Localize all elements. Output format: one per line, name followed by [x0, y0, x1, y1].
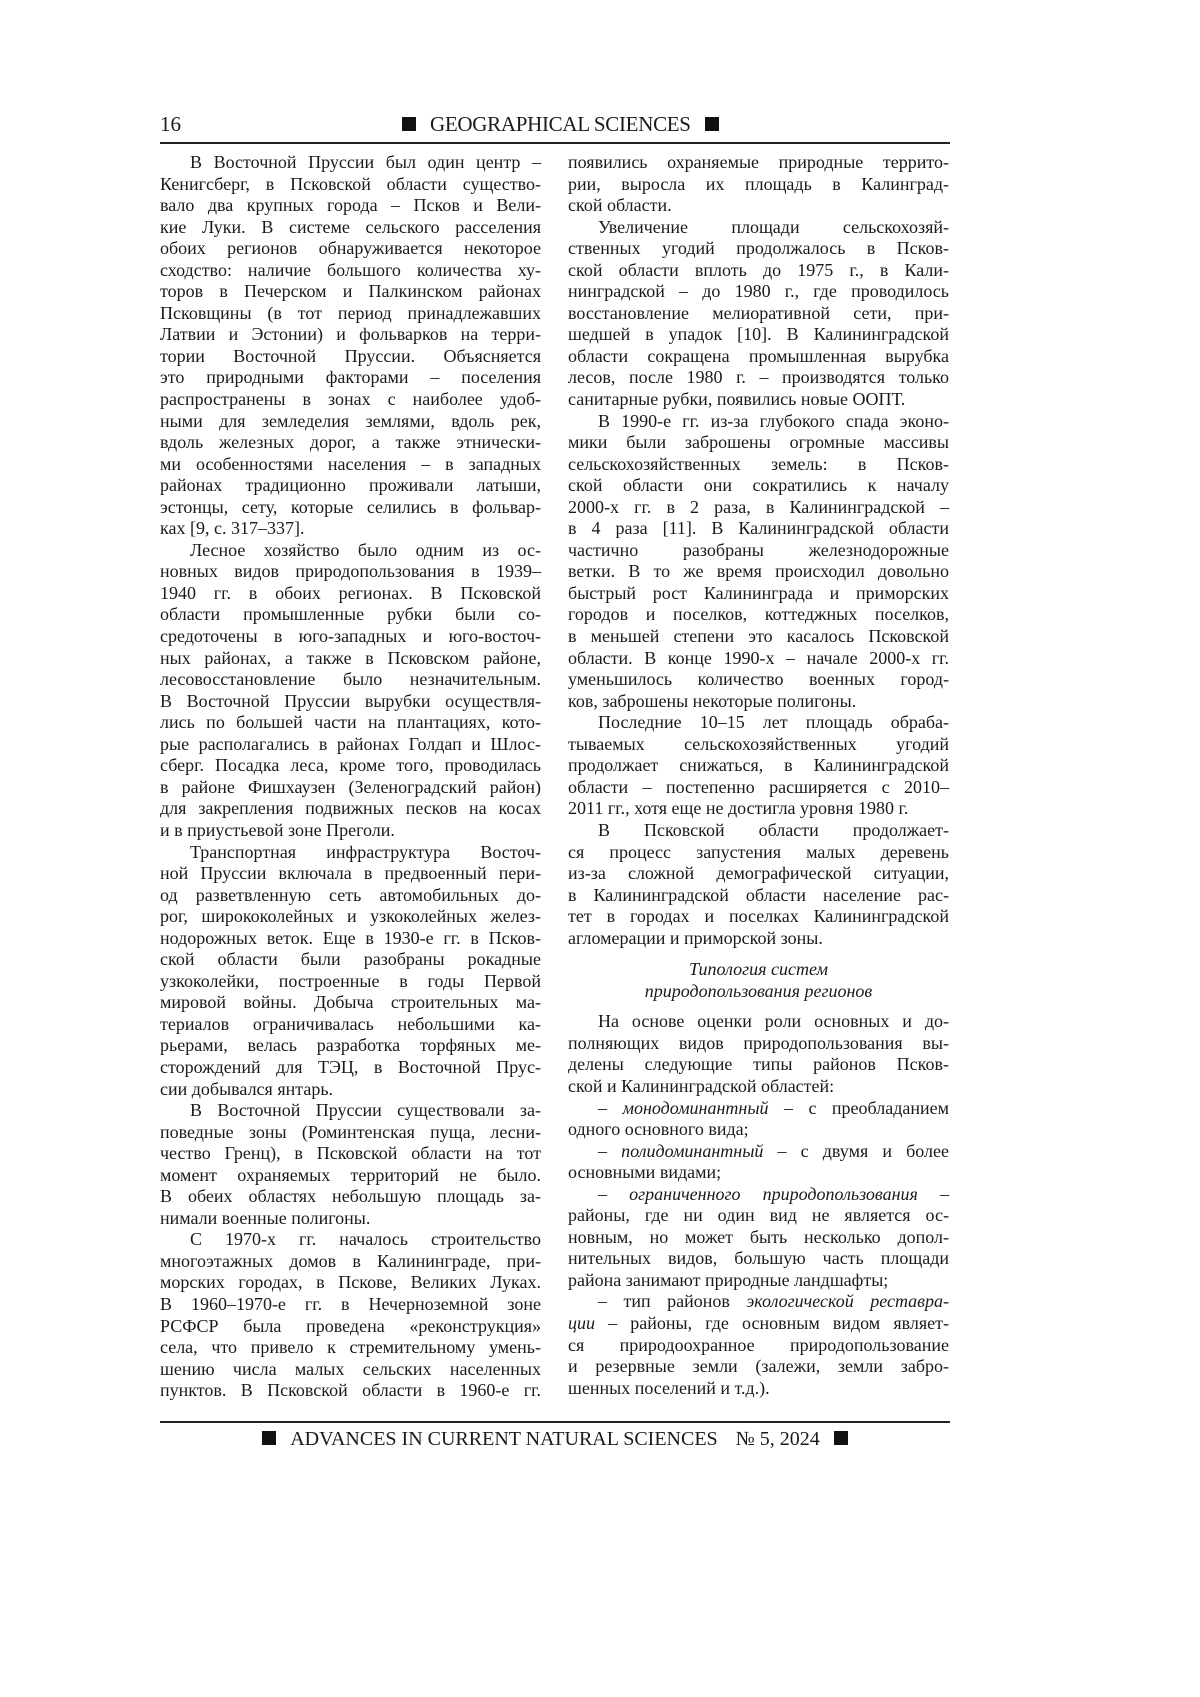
text-line: РСФСР была проведена «реконструкция»	[160, 1316, 541, 1338]
text-line: сторождений для ТЭЦ, в Восточной Прус-	[160, 1057, 541, 1079]
text-line: рог, ширококолейных и узкоколейных желез-	[160, 906, 541, 928]
text-segment: – с преобладанием	[769, 1098, 949, 1118]
text-line: лесов, после 1980 г. – производятся только	[568, 367, 949, 389]
text-line: лесовосстановление было незначительным.	[160, 669, 541, 691]
text-line: района занимают природные ландшафты;	[568, 1270, 949, 1292]
page-number: 16	[160, 112, 181, 137]
text-line: рии, выросла их площадь в Калинград-	[568, 174, 949, 196]
text-segment: –	[918, 1184, 949, 1204]
header-rule	[160, 142, 950, 144]
text-line: тываемых сельскохозяйственных угодий	[568, 734, 949, 756]
text-line: нодорожных веток. Еще в 1930-е гг. в Псков-	[160, 928, 541, 950]
text-line: В Восточной Пруссии вырубки осуществля-	[160, 691, 541, 713]
text-line: восстановление мелиоративной сети, при-	[568, 303, 949, 325]
text-line: поведные зоны (Роминтенская пуща, лесни-	[160, 1122, 541, 1144]
text-line: В 1960–1970-е гг. в Нечерноземной зоне	[160, 1294, 541, 1316]
text-line: лись по большей части на плантациях, кото-	[160, 712, 541, 734]
text-line: районы, где ни один вид не является ос-	[568, 1205, 949, 1227]
text-line: рые располагались в районах Голдап и Шлос-	[160, 734, 541, 756]
paragraph	[160, 842, 541, 1101]
text-line: полняющих видов природопользования вы-	[568, 1033, 949, 1055]
paragraph	[568, 217, 949, 411]
text-line: 2000-х гг. в 2 раза, в Калининградской –	[568, 497, 949, 519]
text-line: ми особенностями населения – в западных	[160, 454, 541, 476]
journal-name: ADVANCES IN CURRENT NATURAL SCIENCES	[290, 1428, 717, 1450]
paragraph	[568, 1184, 949, 1292]
text-line: ской области.	[568, 195, 949, 217]
text-line: ной Пруссии включала в предвоенный пери-	[160, 863, 541, 885]
text-line: нимали военные полигоны.	[160, 1208, 541, 1230]
paragraph	[160, 1229, 541, 1401]
text-line: ственных угодий продолжалось в Псков-	[568, 238, 949, 260]
text-line: 2011 гг., хотя еще не достигла уровня 1980 г.	[568, 798, 949, 820]
text-line: села, что привело к стремительному умень-	[160, 1337, 541, 1359]
footer-rule	[160, 1421, 950, 1423]
italic-term: полидоминантный	[621, 1141, 763, 1161]
text-line: районах традиционно проживали латыши,	[160, 475, 541, 497]
text-line: морских городах, в Пскове, Великих Луках.	[160, 1272, 541, 1294]
text-line: уменьшилось количество военных город-	[568, 669, 949, 691]
text-line: тет в городах и поселках Калининградской	[568, 906, 949, 928]
text-line: сельскохозяйственных земель: в Псков-	[568, 454, 949, 476]
text-line: новных видов природопользования в 1939–	[160, 561, 541, 583]
text-line: обоих регионов обнаруживается некоторое	[160, 238, 541, 260]
paragraph	[568, 152, 949, 217]
text-line: ветки. В то же время происходил довольно	[568, 561, 949, 583]
text-line: ся природоохранное природопользование	[568, 1335, 949, 1357]
running-header	[160, 112, 950, 142]
section-title: GEOGRAPHICAL SCIENCES	[430, 112, 691, 136]
text-line: пунктов. В Псковской области в 1960-е гг.	[160, 1380, 541, 1402]
paragraph	[568, 712, 949, 820]
text-line: В Псковской области продолжает-	[568, 820, 949, 842]
section-title-wrap	[388, 112, 733, 137]
text-line: ках [9, с. 317–337].	[160, 518, 541, 540]
text-line: основными видами;	[568, 1162, 949, 1184]
text-line: Увеличение площади сельскохозяй-	[568, 217, 949, 239]
paragraph	[160, 152, 541, 540]
text-line: продолжает снижаться, в Калининградской	[568, 755, 949, 777]
text-line: рьерами, велась разработка торфяных ме-	[160, 1035, 541, 1057]
text-line: мировой войны. Добыча строительных ма-	[160, 992, 541, 1014]
text-line	[568, 1313, 949, 1335]
text-line: быстрый рост Калининграда и приморских	[568, 583, 949, 605]
text-line: и в приустьевой зоне Преголи.	[160, 820, 541, 842]
text-line: сходство: наличие большого количества ху-	[160, 260, 541, 282]
text-line: Транспортная инфраструктура Восточ-	[160, 842, 541, 864]
text-segment: –	[598, 1098, 622, 1118]
italic-term: ограниченного природопользования	[629, 1184, 918, 1204]
text-line: из-за сложной демографической ситуации,	[568, 863, 949, 885]
text-line: тории Восточной Пруссии. Объясняется	[160, 346, 541, 368]
italic-term: монодоминантный	[622, 1098, 768, 1118]
text-segment: –	[598, 1184, 629, 1204]
square-bullet-icon	[705, 117, 719, 131]
text-line: в Калининградской области население рас-	[568, 885, 949, 907]
text-line	[568, 1098, 949, 1120]
text-line: эстонцы, сету, которые селились в фольвар-	[160, 497, 541, 519]
text-line: санитарные рубки, появились новые ООПТ.	[568, 389, 949, 411]
text-line: Псковщины (в тот период принадлежавших	[160, 303, 541, 325]
text-line: В Восточной Пруссии существовали за-	[160, 1100, 541, 1122]
text-line: В 1990-е гг. из-за глубокого спада эконо-	[568, 411, 949, 433]
text-line: ных районах, а также в Псковском районе,	[160, 648, 541, 670]
paragraph	[568, 1141, 949, 1184]
square-bullet-icon	[402, 117, 416, 131]
italic-term: ции	[568, 1313, 595, 1333]
text-line: териалов ограничивалась небольшими ка-	[160, 1014, 541, 1036]
text-line: В Восточной Пруссии был один центр –	[160, 152, 541, 174]
text-line: сберг. Посадка леса, кроме того, проводилась	[160, 755, 541, 777]
text-line: делены следующие типы районов Псков-	[568, 1054, 949, 1076]
text-line: сии добывался янтарь.	[160, 1079, 541, 1101]
text-line: ков, заброшены некоторые полигоны.	[568, 691, 949, 713]
text-line: од разветвленную сеть автомобильных до-	[160, 885, 541, 907]
text-line: области. В конце 1990-х – начале 2000-х гг.	[568, 648, 949, 670]
text-line: мики были заброшены огромные массивы	[568, 432, 949, 454]
paragraph	[568, 820, 949, 949]
text-line: в районе Фишхаузен (Зеленоградский район)	[160, 777, 541, 799]
text-line: ской области были разобраны рокадные	[160, 949, 541, 971]
text-line: в меньшей степени это касалось Псковской	[568, 626, 949, 648]
text-segment: – тип районов	[598, 1291, 746, 1311]
text-line: ской области они сократились к началу	[568, 475, 949, 497]
text-line: На основе оценки роли основных и до-	[568, 1011, 949, 1033]
text-line: нительных видов, большую часть площади	[568, 1248, 949, 1270]
paragraph	[568, 1098, 949, 1141]
right-column	[568, 152, 949, 1399]
text-line: новным, но может быть несколько допол-	[568, 1227, 949, 1249]
paragraph	[568, 1291, 949, 1399]
paragraph	[568, 411, 949, 713]
text-segment: – районы, где основным видом являет-	[595, 1313, 949, 1333]
text-line	[568, 1291, 949, 1313]
text-line: шедшей в упадок [10]. В Калининградской	[568, 324, 949, 346]
text-line: ской области вплоть до 1975 г., в Кали-	[568, 260, 949, 282]
running-footer	[0, 1428, 1110, 1451]
text-line: шенных поселений и т.д.).	[568, 1378, 949, 1400]
paragraph	[160, 1100, 541, 1229]
text-segment: –	[598, 1141, 621, 1161]
text-segment: – с двумя и более	[763, 1141, 949, 1161]
heading-line: природопользования регионов	[568, 981, 949, 1003]
text-line: частично разобраны железнодорожные	[568, 540, 949, 562]
text-line: ской и Калининградской областей:	[568, 1076, 949, 1098]
italic-term: экологической реставра-	[746, 1291, 949, 1311]
text-line: одного основного вида;	[568, 1119, 949, 1141]
text-line: ными для земледелия землями, вдоль рек,	[160, 411, 541, 433]
text-line: области – постепенно расширяется с 2010–	[568, 777, 949, 799]
square-bullet-icon	[834, 1431, 848, 1445]
text-line: появились охраняемые природные террито-	[568, 152, 949, 174]
text-line: и резервные земли (залежи, земли забро-	[568, 1356, 949, 1378]
text-line: шению числа малых сельских населенных	[160, 1359, 541, 1381]
text-line: многоэтажных домов в Калининграде, при-	[160, 1251, 541, 1273]
text-line: ся процесс запустения малых деревень	[568, 842, 949, 864]
text-line: Последние 10–15 лет площадь обраба-	[568, 712, 949, 734]
text-line: распространены в зонах с наиболее удоб-	[160, 389, 541, 411]
square-bullet-icon	[262, 1431, 276, 1445]
text-line: С 1970-х гг. началось строительство	[160, 1229, 541, 1251]
text-line: вдоль железных дорог, а также этнически-	[160, 432, 541, 454]
text-line: кие Луки. В системе сельского расселения	[160, 217, 541, 239]
paragraph	[160, 540, 541, 842]
text-line: Кенигсберг, в Псковской области существо-	[160, 174, 541, 196]
text-line: для закрепления подвижных песков на косах	[160, 798, 541, 820]
text-line: Лесное хозяйство было одним из ос-	[160, 540, 541, 562]
text-line: это природными факторами – поселения	[160, 367, 541, 389]
text-line: средоточены в юго-западных и юго-восточ-	[160, 626, 541, 648]
text-line: 1940 гг. в обоих регионах. В Псковской	[160, 583, 541, 605]
section-heading	[568, 959, 949, 1002]
text-line: В обеих областях небольшую площадь за-	[160, 1186, 541, 1208]
text-line: узкоколейки, построенные в годы Первой	[160, 971, 541, 993]
text-line: в 4 раза [11]. В Калининградской области	[568, 518, 949, 540]
text-line: торов в Печерском и Палкинском районах	[160, 281, 541, 303]
text-line: вало два крупных города – Псков и Вели-	[160, 195, 541, 217]
heading-line: Типология систем	[568, 959, 949, 981]
paragraph	[568, 1011, 949, 1097]
text-line: нинградской – до 1980 г., где проводилось	[568, 281, 949, 303]
issue-number: № 5, 2024	[736, 1428, 820, 1450]
text-line	[568, 1184, 949, 1206]
text-line: области сокращена промышленная вырубка	[568, 346, 949, 368]
text-line: области промышленные рубки были со-	[160, 604, 541, 626]
left-column	[160, 152, 541, 1402]
text-line: Латвии и Эстонии) и фольварков на терри-	[160, 324, 541, 346]
text-line: момент охраняемых территорий не было.	[160, 1165, 541, 1187]
text-line: агломерации и приморской зоны.	[568, 928, 949, 950]
text-line: городов и поселков, коттеджных поселков,	[568, 604, 949, 626]
text-line	[568, 1141, 949, 1163]
text-line: чество Гренц), в Псковской области на тот	[160, 1143, 541, 1165]
